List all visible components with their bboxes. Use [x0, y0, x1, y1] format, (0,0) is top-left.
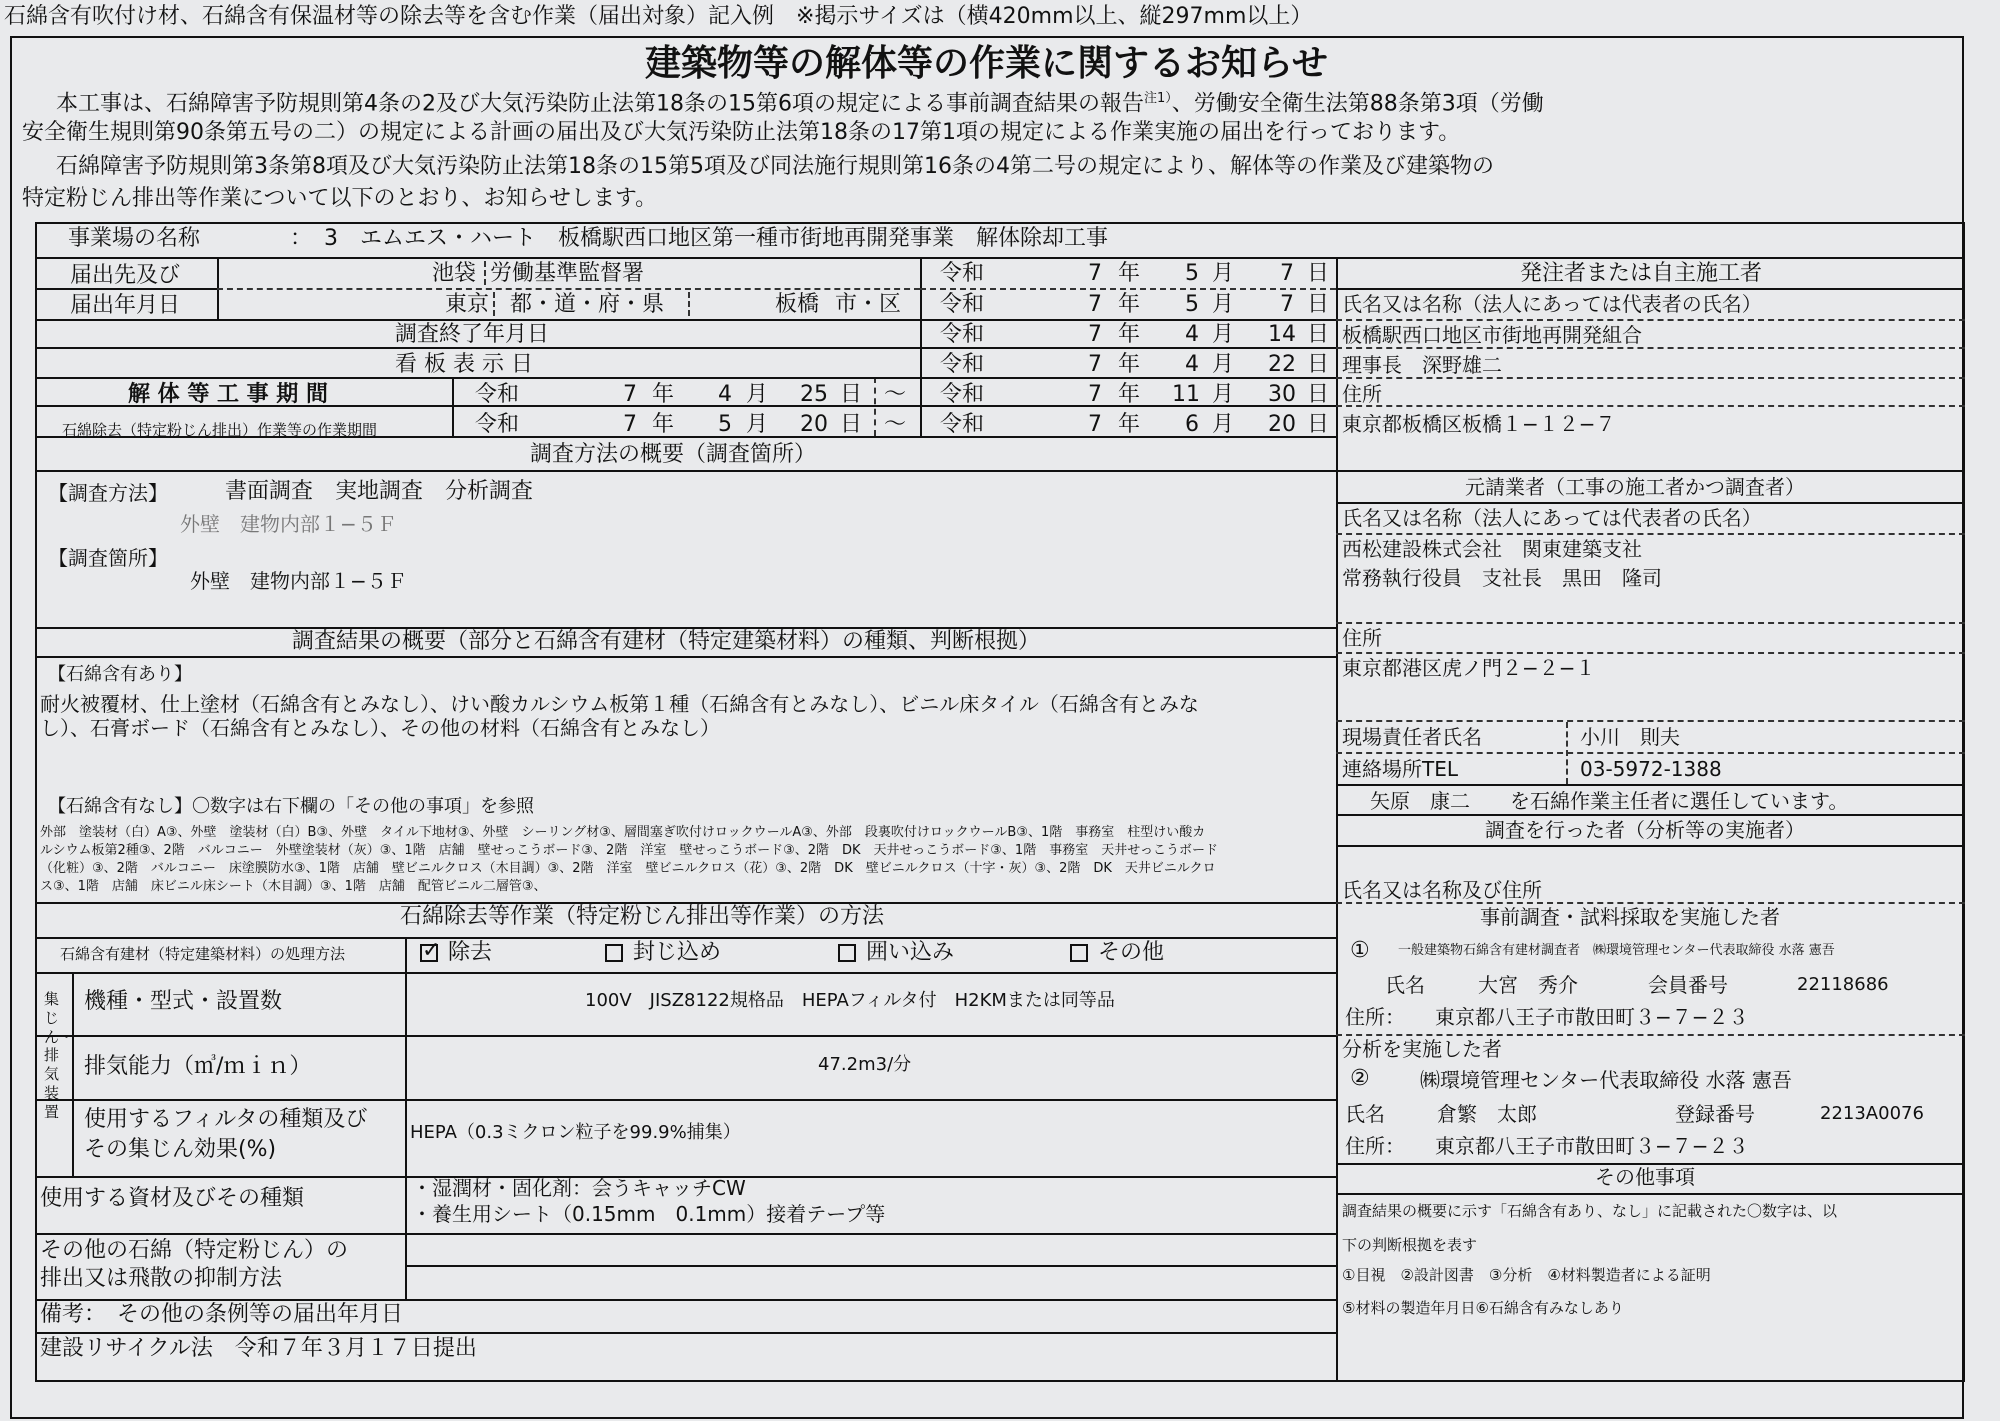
treat-option-remove: ✓ 除去: [420, 942, 492, 964]
results-has-line2: し）、石膏ボード（石綿含有とみなし）、その他の材料（石綿含有とみなし）: [40, 716, 720, 740]
survey-place-label: 【調査箇所】: [48, 546, 168, 570]
exhaust-value: 47.2m3/分: [818, 1054, 912, 1075]
site-colon: ：: [290, 226, 313, 251]
person1-org: 一般建築物石綿含有建材調査者 ㈱環境管理センター代表取締役 水落 憲吾: [1398, 943, 1835, 958]
site-value: 3 エムエス・ハート 板橋駅西口地区第一種市街地再開発事業 解体除却工事: [324, 226, 1108, 251]
materials-line2: ・養生用シート（0.15mm 0.1mm）接着テープ等: [412, 1202, 886, 1226]
orderer-addr: 東京都板橋区板橋１−１２−７: [1342, 412, 1616, 436]
office2-pref: 東京: [445, 292, 490, 317]
results-none-line2: ルシウム板第2種③、2階 バルコニー 外壁塗装材（灰）③、1階 店舗 壁せっこうボード③、2階 洋室 壁せっこうボード③、2階 DK 天井せっこうボード③、1階 事務室 天井せっこうボード: [40, 843, 1218, 858]
person1-name-label: 氏名: [1385, 973, 1425, 997]
surveyor-name-label: 氏名又は名称及び住所: [1342, 878, 1542, 902]
intro-p1-line1: 本工事は、石綿障害予防規則第4条の2及び大気汚染防止法第18条の15第6項の規定による事前調査結果の報告$^{注1)}$、労働安全衛生法第88条第3項（労働: [56, 91, 1544, 117]
demolition-tilde: 〜: [884, 382, 907, 407]
person2-name-label: 氏名: [1345, 1102, 1385, 1126]
site-manager-name: 小川 則夫: [1580, 725, 1680, 749]
results-has-label: 【石綿含有あり】: [48, 664, 192, 685]
person2-reg: 2213A0076: [1820, 1103, 1924, 1124]
intro-p2-line1: 石綿障害予防規則第3条第8項及び大気汚染防止法第18条の15第5項及び同法施行規則第16条の4第二号の規定により、解体等の作業及び建築物の: [56, 154, 1494, 179]
filter-label-2: その集じん効果(%): [84, 1137, 277, 1162]
other-line3: ①目視 ②設計図書 ③分析 ④材料製造者による証明: [1342, 1266, 1711, 1284]
person1-member-label: 会員番号: [1648, 973, 1728, 997]
orderer-name-line1: 板橋駅西口地区市街地再開発組合: [1342, 323, 1642, 347]
suppress-label-1: その他の石綿（特定粉じん）の: [40, 1238, 349, 1263]
person2-name: 倉繁 太郎: [1437, 1102, 1537, 1126]
intro-p2-line2: 特定粉じん排出等作業について以下のとおり、お知らせします。: [22, 186, 658, 211]
treat-option-other: その他: [1070, 942, 1164, 964]
results-header: 調査結果の概要（部分と石綿含有建材（特定建築材料）の種類、判断根拠）: [292, 629, 1041, 654]
treat-label: 石綿含有建材（特定建築材料）の処理方法: [60, 945, 346, 963]
survey-end-label: 調査終了年月日: [395, 322, 550, 347]
model-value: 100V JISZ8122規格品 HEPAフィルタ付 H2KMまたは同等品: [585, 990, 1115, 1011]
analysis-header: 分析を実施した者: [1342, 1037, 1502, 1061]
contractor-name-line2: 常務執行役員 支社長 黒田 隆司: [1342, 566, 1662, 590]
survey-method-gray: 外壁 建物内部１−５Ｆ: [180, 512, 397, 536]
enclose-checkbox[interactable]: [605, 944, 623, 962]
other-checkbox[interactable]: [1070, 944, 1088, 962]
person1-name: 大宮 秀介: [1478, 973, 1578, 997]
sign-display-label: 看 板 表 示 日: [395, 352, 533, 377]
demolition-label: 解 体 等 工 事 期 間: [128, 382, 328, 407]
orderer-addr-label: 住所: [1342, 382, 1382, 406]
surveyor-header: 調査を行った者（分析等の実施者）: [1485, 818, 1805, 842]
survey-method-label: 【調査方法】: [48, 481, 168, 505]
office2-type2: 市・区: [835, 292, 902, 317]
other-line4: ⑤材料の製造年月日⑥石綿含有みなしあり: [1342, 1299, 1624, 1317]
asbestos-period-label: 石綿除去（特定粉じん排出）作業等の作業期間: [62, 421, 378, 439]
intro-p1-line2: 安全衛生規則第90条第五号の二）の規定による計画の届出及び大気汚染防止法第18条の17第1項の規定による作業実施の届出を行っております。: [22, 120, 1461, 145]
recycle-law: 建設リサイクル法 令和７年３月１７日提出: [40, 1336, 477, 1361]
contractor-name-line1: 西松建設株式会社 関東建築支社: [1342, 537, 1642, 561]
contractor-header: 元請業者（工事の施工者かつ調査者）: [1465, 475, 1805, 499]
office2-city: 板橋: [775, 292, 820, 317]
device-side-label: 集じん・排気装置: [44, 990, 75, 1121]
other-line2: 下の判断根拠を表す: [1342, 1236, 1478, 1254]
office1-city: 池袋: [432, 261, 477, 286]
other-header: その他事項: [1595, 1165, 1695, 1189]
other-line1: 調査結果の概要に示す「石綿含有あり、なし」に記載された〇数字は、以: [1342, 1202, 1838, 1220]
filter-value: HEPA（0.3ミクロン粒子を99.9%捕集）: [410, 1122, 741, 1143]
method-header: 石綿除去等作業（特定粉じん排出等作業）の方法: [400, 904, 885, 929]
chief-assignment: 矢原 康二 を石綿作業主任者に選任しています。: [1370, 789, 1849, 813]
surround-checkbox[interactable]: [838, 944, 856, 962]
person2-addr-label: 住所：: [1345, 1134, 1405, 1158]
notify-label-1: 届出先及び: [70, 263, 181, 288]
person2-num: ②: [1350, 1066, 1370, 1091]
office2-type: 都・道・府・県: [510, 292, 665, 317]
notice-title: 建築物等の解体等の作業に関するお知らせ: [645, 43, 1328, 84]
contractor-addr-label: 住所: [1342, 626, 1382, 650]
pre-survey-header: 事前調査・試料採取を実施した者: [1480, 905, 1780, 929]
suppress-label-2: 排出又は飛散の抑制方法: [40, 1266, 283, 1291]
exhaust-label: 排気能力（㎥/ｍｉｎ）: [84, 1054, 312, 1079]
site-label: 事業場の名称: [68, 226, 201, 251]
notify-label-2: 届出年月日: [70, 293, 181, 318]
materials-line1: ・湿潤材・固化剤：会うキャッチCW: [412, 1176, 746, 1200]
orderer-name-line2: 理事長 深野雄二: [1342, 353, 1502, 377]
results-none-label: 【石綿含有なし】〇数字は右下欄の「その他の事項」を参照: [48, 796, 534, 817]
contractor-addr: 東京都港区虎ノ門２−２−１: [1342, 656, 1596, 680]
person2-org: ㈱環境管理センター代表取締役 水落 憲吾: [1420, 1068, 1792, 1092]
model-label: 機種・型式・設置数: [84, 989, 283, 1014]
person2-reg-label: 登録番号: [1675, 1102, 1755, 1126]
treat-option-enclose: 封じ込め: [605, 942, 721, 964]
caption: 石綿含有吹付け材、石綿含有保温材等の除去等を含む作業（届出対象）記入例 ※掲示サイズは（横420mm以上、縦297mm以上）: [4, 4, 1313, 29]
asbestos-tilde: 〜: [884, 412, 907, 437]
survey-methods: 書面調査 実地調査 分析調査: [225, 479, 534, 504]
materials-label: 使用する資材及びその種類: [40, 1186, 305, 1211]
person1-addr-label: 住所：: [1345, 1005, 1405, 1029]
contact-tel: 03-5972-1388: [1580, 757, 1722, 781]
results-none-line3: （化粧）③、2階 バルコニー 床塗膜防水③、1階 店舗 壁ビニルクロス（木目調）③、2階 洋室 壁ビニルクロス（花）③、2階 DK 壁ビニルクロス（十字・灰）③、2階 DK 天井ビニルクロ: [40, 861, 1216, 876]
site-manager-label: 現場責任者氏名: [1342, 725, 1482, 749]
remove-checkbox[interactable]: [420, 944, 438, 962]
filter-label-1: 使用するフィルタの種類及び: [84, 1107, 368, 1132]
person1-num: ①: [1350, 938, 1370, 963]
treat-option-surround: 囲い込み: [838, 942, 954, 964]
remarks: 備考： その他の条例等の届出年月日: [40, 1302, 404, 1327]
results-none-line1: 外部 塗装材（白）A③、外壁 塗装材（白）B③、外壁 タイル下地材③、外壁 シーリング材③、層間塞ぎ吹付けロックウールA③、外部 段裏吹付けロックウールB③、1階 事務室 柱型けい酸カ: [40, 825, 1206, 840]
orderer-header: 発注者または自主施工者: [1520, 261, 1763, 286]
contractor-name-label: 氏名又は名称（法人にあっては代表者の氏名）: [1342, 506, 1762, 530]
office1-name: 労働基準監督署: [490, 261, 645, 286]
survey-header: 調査方法の概要（調査箇所）: [530, 442, 817, 467]
contact-tel-label: 連絡場所TEL: [1342, 757, 1458, 781]
orderer-name-label: 氏名又は名称（法人にあっては代表者の氏名）: [1342, 292, 1762, 316]
survey-places: 外壁 建物内部１−５Ｆ: [190, 569, 407, 593]
person2-addr: 東京都八王子市散田町３−７−２３: [1435, 1134, 1749, 1158]
person1-member: 22118686: [1797, 974, 1889, 995]
results-has-line1: 耐火被覆材、仕上塗材（石綿含有とみなし）、けい酸カルシウム板第１種（石綿含有とみなし）、ビニル床タイル（石綿含有とみな: [40, 692, 1199, 716]
person1-addr: 東京都八王子市散田町３−７−２３: [1435, 1005, 1749, 1029]
results-none-line4: ス③、1階 店舗 床ビニル床シート（木目調）③、1階 店舗 配管ビニル二層管③、: [40, 879, 547, 894]
